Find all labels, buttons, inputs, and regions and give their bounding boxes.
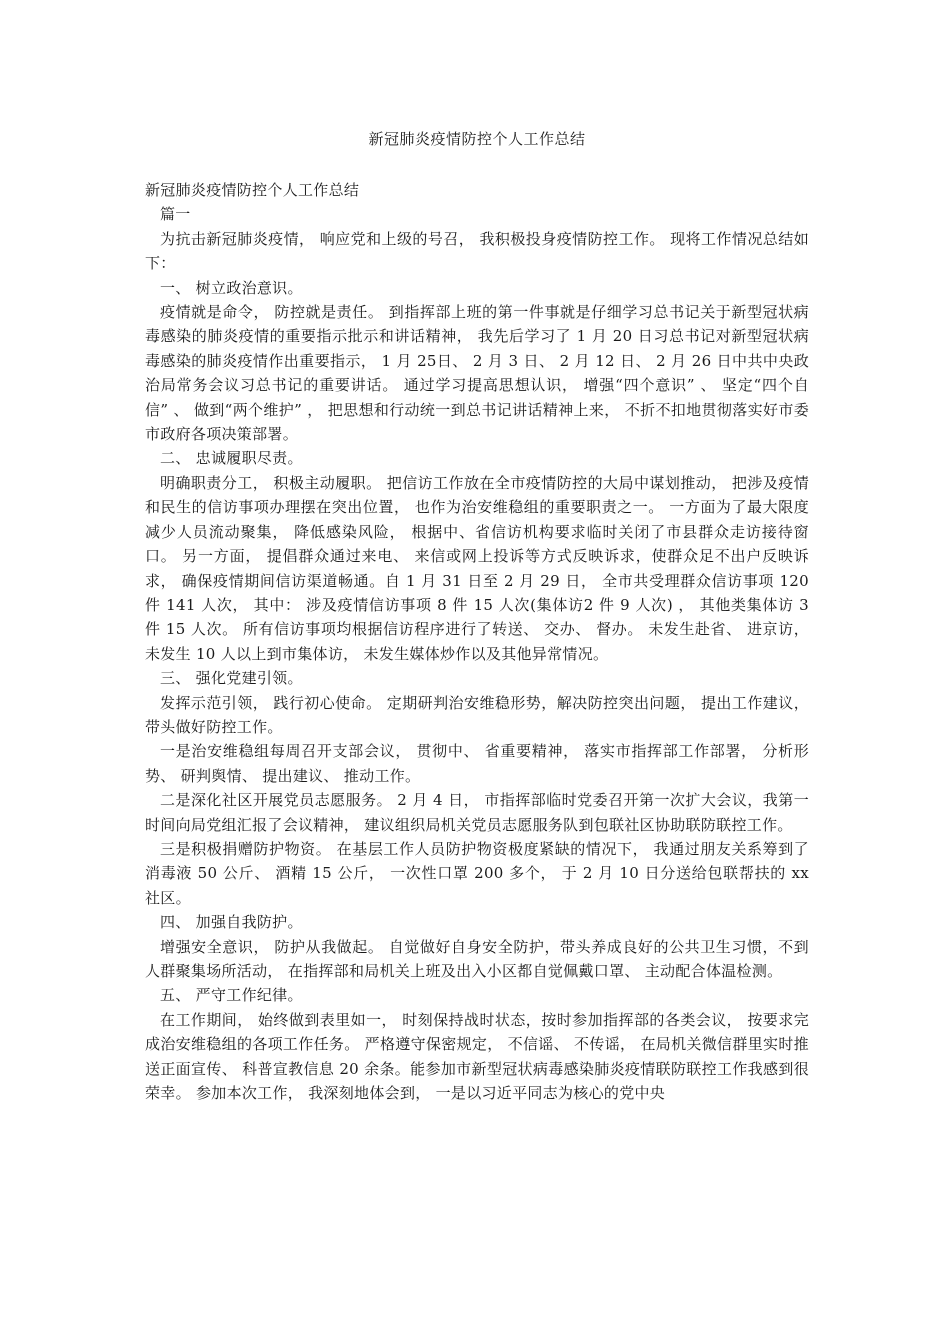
section-paragraph-4: 增强安全意识， 防护从我做起。 自觉做好自身安全防护，带头养成良好的公共卫生习惯，不到人群聚集场所活动， 在指挥部和局机关上班及出入小区都自觉佩戴口罩、 主动配合体温检测。 [145,937,809,980]
section-heading-3: 三、 强化党建引领。 [160,669,303,688]
intro-paragraph: 为抗击新冠肺炎疫情， 响应党和上级的号召， 我积极投身疫情防控工作。 现将工作情况总结如下： [145,229,809,273]
section-heading-1: 一、 树立政治意识。 [160,278,303,297]
body-heading: 新冠肺炎疫情防控个人工作总结 [145,181,360,199]
section-item-3-2: 二是深化社区开展党员志愿服务。 2 月 4 日， 市指挥部临时党委召开第一次扩大会议，我第一时间向局党组汇报了会议精神， 建议组织局机关党员志愿服务队到包联社区协助联防联控工作。 [145,791,809,834]
section-heading-5: 五、 严守工作纪律。 [160,986,303,1005]
section-heading-4: 四、 加强自我防护。 [160,913,303,932]
section-item-3-3: 三是积极捐赠防护物资。 在基层工作人员防护物资极度紧缺的情况下， 我通过朋友关系筹到了消毒液 50 公斤、 酒精 15 公斤， 一次性口罩 200 多个， 于 2 月 10 日分送给包联帮扶的 xx 社区。 [145,839,809,907]
section-paragraph-1: 疫情就是命令， 防控就是责任。 到指挥部上班的第一件事就是仔细学习总书记关于新型冠状病毒感染的肺炎疫情的重要指示批示和讲话精神， 我先后学习了 1 月 20 日习总书记对新型冠状病毒感染的肺炎疫情作出重要指示， 1 月 25日、 2 月 3 日、 2 月 12 日、 2 月 26 日中共中央政治局常务会议习总书记的重要讲话。 通过学习提高思想认识， 增强“四个意识” 、 坚定“四个自信” 、 做到“两个维护” ， 把思想和行动统一到总书记讲话精神上来， 不折不扣地贯彻落实好市委市政府各项决策部署。 [145,303,809,444]
section-paragraph-5: 在工作期间， 始终做到表里如一， 时刻保持战时状态，按时参加指挥部的各类会议， 按要求完成治安维稳组的各项工作任务。 严格遵守保密规定， 不信谣、 不传谣， 在局机关微信群里实时推送正面宣传、 科普宣教信息 20 余条。能参加市新型冠状病毒感染肺炎疫情联防联控工作我感到很荣幸。 参加本次工作， 我深刻地体会到， 一是以习近平同志为核心的党中央 [145,1010,809,1103]
part-label: 篇一 [160,205,191,224]
section-item-3-1: 一是治安维稳组每周召开支部会议， 贯彻中、 省重要精神， 落实市指挥部工作部署， 分析形势、 研判舆情、 提出建议、 推动工作。 [145,742,809,785]
section-paragraph-2: 明确职责分工， 积极主动履职。 把信访工作放在全市疫情防控的大局中谋划推动， 把涉及疫情和民生的信访事项办理摆在突出位置， 也作为治安维稳组的重要职责之一。 一方面为了最大限度减少人员流动聚集， 降低感染风险， 根据中、省信访机构要求临时关闭了市县群众走访接待窗口。 另一方面， 提倡群众通过来电、 来信或网上投诉等方式反映诉求，使群众足不出户反映诉求， 确保疫情期间信访渠道畅通。自 1 月 31 日至 2 月 29 日， 全市共受理群众信访事项 120件 141 人次， 其中： 涉及疫情信访事项 8 件 15 人次(集体访2 件 9 人次) ， 其他类集体访 3 件 15 人次。 所有信访事项均根据信访程序进行了转送、 交办、 督办。 未发生赴省、 进京访， 未发生 10 人以上到市集体访， 未发生媒体炒作以及其他异常情况。 [145,473,809,663]
section-heading-2: 二、 忠诚履职尽责。 [160,449,303,468]
document-body [145,178,809,1105]
document-title: 新冠肺炎疫情防控个人工作总结 [368,130,586,148]
section-paragraph-3: 发挥示范引领， 践行初心使命。 定期研判治安维稳形势，解决防控突出问题， 提出工作建议， 带头做好防控工作。 [145,693,809,736]
